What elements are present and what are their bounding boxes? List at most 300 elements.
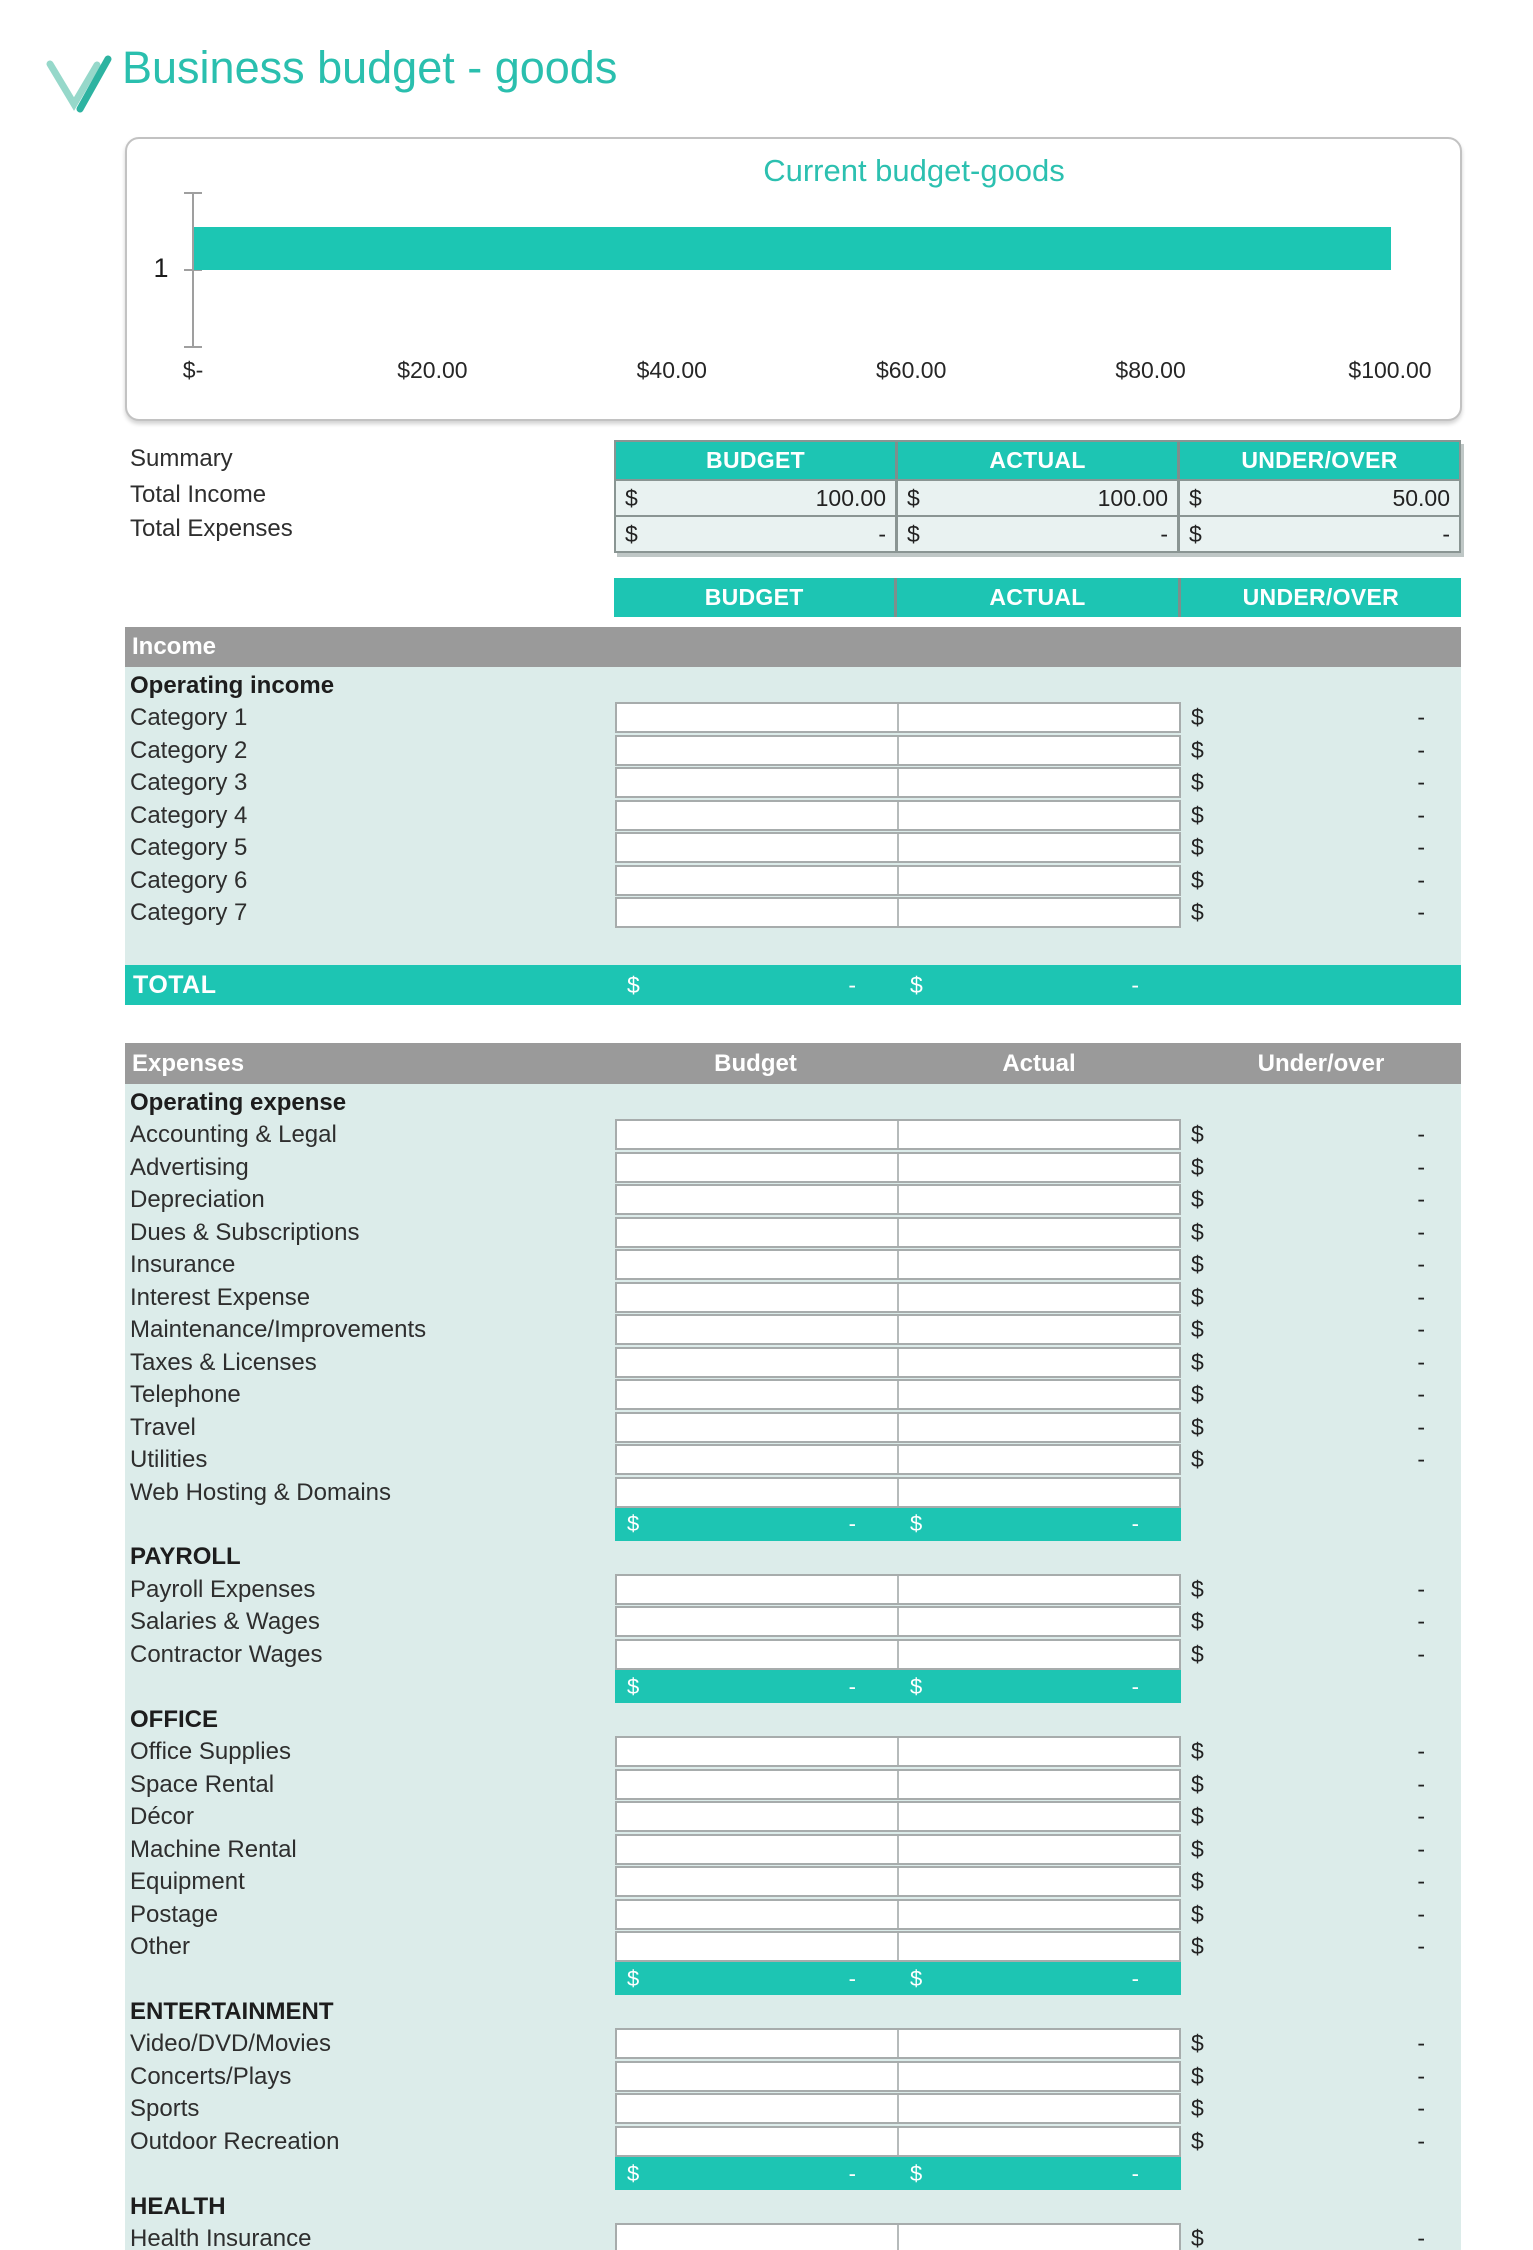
under-over-value[interactable]: - <box>1417 1186 1425 1213</box>
summary-value-cell[interactable] <box>1177 481 1459 515</box>
expense-row <box>125 2060 1461 2093</box>
actual-input-cell[interactable] <box>897 1251 1179 1278</box>
subtotal-row <box>125 1670 1461 1703</box>
budget-input-cell[interactable] <box>617 802 897 829</box>
subtotal-cell[interactable] <box>615 1508 898 1541</box>
summary-value-cell[interactable] <box>616 481 895 515</box>
budget-input-cell[interactable] <box>617 1284 897 1311</box>
income-category-input-box <box>615 865 1181 896</box>
under-over-currency: $ <box>1191 1446 1204 1473</box>
under-over-value[interactable]: - <box>1417 2127 1425 2154</box>
subtotal-cell[interactable] <box>615 2157 898 2190</box>
expense-row <box>125 1216 1461 1249</box>
expense-input-box <box>615 1801 1181 1832</box>
summary-value-cell[interactable] <box>895 517 1177 551</box>
actual-input-cell[interactable] <box>897 1836 1179 1863</box>
actual-input-cell[interactable] <box>897 1186 1179 1213</box>
expenses-col-budget: Budget <box>714 1050 797 1077</box>
currency-symbol: $ <box>1189 520 1202 547</box>
expense-row <box>125 1573 1461 1606</box>
under-over-currency: $ <box>1191 1413 1204 1440</box>
actual-input-cell[interactable] <box>897 1479 1179 1506</box>
under-over-currency: $ <box>1191 769 1204 796</box>
income-column-header: ACTUAL <box>894 578 1177 617</box>
income-category-label: Category 2 <box>130 736 248 764</box>
under-over-value[interactable]: - <box>1417 2225 1425 2250</box>
under-over-currency: $ <box>1191 2030 1204 2057</box>
budget-input-cell[interactable] <box>617 867 897 894</box>
summary-value: - <box>1160 520 1168 547</box>
expense-row <box>125 1248 1461 1281</box>
actual-input-cell[interactable] <box>897 1933 1179 1960</box>
chart-x-tick-label: $40.00 <box>636 357 707 383</box>
budget-input-cell[interactable] <box>617 2095 897 2122</box>
currency-symbol: $ <box>625 484 638 511</box>
chart-x-axis <box>127 357 1460 391</box>
expense-row <box>125 2125 1461 2158</box>
expense-row <box>125 1833 1461 1866</box>
expense-input-box <box>615 1412 1181 1443</box>
under-over-currency: $ <box>1191 1186 1204 1213</box>
income-band-label: Income <box>132 633 217 660</box>
income-category-input-box <box>615 702 1181 733</box>
under-over-value[interactable]: - <box>1417 1251 1425 1278</box>
subtotal-value: - <box>1131 1965 1139 1991</box>
subtotal-cell[interactable] <box>615 1670 898 1703</box>
actual-input-cell[interactable] <box>897 2063 1179 2090</box>
under-over-currency: $ <box>1191 2127 1204 2154</box>
budget-input-cell[interactable] <box>617 1186 897 1213</box>
expense-label: Web Hosting & Domains <box>130 1478 391 1506</box>
subtotal-cell[interactable] <box>615 1962 898 1995</box>
actual-input-cell[interactable] <box>897 1381 1179 1408</box>
under-over-currency: $ <box>1191 2095 1204 2122</box>
under-over-currency: $ <box>1191 1381 1204 1408</box>
income-category-input-box <box>615 767 1181 798</box>
budget-input-cell[interactable] <box>617 899 897 926</box>
expense-label: Advertising <box>130 1153 249 1181</box>
under-over-value[interactable]: - <box>1417 1283 1425 1310</box>
expense-input-box <box>615 1477 1181 1508</box>
income-total-row <box>125 965 1461 1005</box>
income-section-band <box>125 627 1461 667</box>
expense-row <box>125 2027 1461 2060</box>
expense-input-box <box>615 1639 1181 1670</box>
actual-input-cell[interactable] <box>897 1349 1179 1376</box>
expense-group-heading: PAYROLL <box>130 1543 241 1571</box>
summary-value-cell[interactable] <box>895 481 1177 515</box>
currency-symbol: $ <box>910 1673 923 1699</box>
under-over-currency: $ <box>1191 704 1204 731</box>
under-over-value[interactable]: - <box>1417 736 1425 763</box>
expense-input-box <box>615 1282 1181 1313</box>
summary-value: 50.00 <box>1392 484 1450 511</box>
income-category-row <box>125 701 1461 734</box>
expenses-section-band <box>125 1043 1461 1084</box>
actual-input-cell[interactable] <box>897 1771 1179 1798</box>
expense-input-box <box>615 1119 1181 1150</box>
expense-label: Salaries & Wages <box>130 1608 320 1636</box>
chart-x-tick-label: $- <box>182 357 204 383</box>
actual-input-cell[interactable] <box>897 2095 1179 2122</box>
income-category-label: Category 3 <box>130 769 248 797</box>
under-over-currency: $ <box>1191 1575 1204 1602</box>
income-category-row <box>125 864 1461 897</box>
under-over-value[interactable]: - <box>1417 1381 1425 1408</box>
budget-input-cell[interactable] <box>617 1349 897 1376</box>
currency-symbol: $ <box>627 1511 640 1537</box>
summary-label: Summary <box>130 445 233 472</box>
expense-group-heading: ENTERTAINMENT <box>130 1997 334 2025</box>
income-category-row <box>125 766 1461 799</box>
expense-group-heading-row <box>125 1540 1461 1573</box>
summary-row <box>616 479 1459 515</box>
budget-input-cell[interactable] <box>617 1738 897 1765</box>
summary-column-header: UNDER/OVER <box>1177 442 1459 479</box>
expenses-band-label: Expenses <box>132 1050 245 1077</box>
under-over-currency: $ <box>1191 1770 1204 1797</box>
budget-chart-card <box>125 137 1462 421</box>
under-over-value[interactable]: - <box>1417 801 1425 828</box>
expense-row <box>125 1768 1461 1801</box>
page-title: Business budget - goods <box>122 42 618 93</box>
actual-input-cell[interactable] <box>897 802 1179 829</box>
summary-row <box>616 515 1459 551</box>
currency-symbol: $ <box>907 484 920 511</box>
budget-input-cell[interactable] <box>617 2225 897 2250</box>
income-total-cell[interactable] <box>898 965 1181 1005</box>
under-over-value[interactable]: - <box>1417 1932 1425 1959</box>
expense-input-box <box>615 1444 1181 1475</box>
expense-label: Décor <box>130 1803 195 1831</box>
expense-input-box <box>615 1314 1181 1345</box>
expense-row <box>125 1476 1461 1509</box>
under-over-value[interactable]: - <box>1417 1575 1425 1602</box>
subtotal-value: - <box>848 2160 856 2186</box>
subtotal-value: - <box>1131 1673 1139 1699</box>
under-over-value[interactable]: - <box>1417 1218 1425 1245</box>
under-over-currency: $ <box>1191 1218 1204 1245</box>
actual-input-cell[interactable] <box>897 1154 1179 1181</box>
under-over-currency: $ <box>1191 1738 1204 1765</box>
expense-label: Office Supplies <box>130 1738 291 1766</box>
expense-row <box>125 1346 1461 1379</box>
budget-input-cell[interactable] <box>617 1868 897 1895</box>
expense-label: Payroll Expenses <box>130 1575 316 1603</box>
expense-label: Postage <box>130 1900 219 1928</box>
under-over-value[interactable]: - <box>1417 1868 1425 1895</box>
expense-label: Maintenance/Improvements <box>130 1316 427 1344</box>
expense-input-box <box>615 1736 1181 1767</box>
summary-value-cell[interactable] <box>1177 517 1459 551</box>
under-over-value[interactable]: - <box>1417 1770 1425 1797</box>
under-over-currency: $ <box>1191 2225 1204 2250</box>
expense-row <box>125 1378 1461 1411</box>
income-heading: Operating income <box>130 672 335 699</box>
summary-value: 100.00 <box>815 484 886 511</box>
summary-body <box>616 479 1459 551</box>
budget-input-cell[interactable] <box>617 1901 897 1928</box>
actual-input-cell[interactable] <box>897 1901 1179 1928</box>
under-over-value[interactable]: - <box>1417 1446 1425 1473</box>
expense-label: Machine Rental <box>130 1835 297 1863</box>
chart-title: Current budget-goods <box>763 153 1065 188</box>
expense-input-box <box>615 1606 1181 1637</box>
under-over-value[interactable]: - <box>1417 2030 1425 2057</box>
income-column-header: UNDER/OVER <box>1178 578 1461 617</box>
actual-input-cell[interactable] <box>897 1641 1179 1668</box>
budget-input-cell[interactable] <box>617 769 897 796</box>
total-value: - <box>848 971 856 998</box>
subtotal-cell[interactable] <box>898 1962 1181 1995</box>
under-over-value[interactable]: - <box>1417 1900 1425 1927</box>
summary-value: 100.00 <box>1097 484 1168 511</box>
under-over-value[interactable]: - <box>1417 1803 1425 1830</box>
budget-input-cell[interactable] <box>617 737 897 764</box>
subtotal-value: - <box>1131 2160 1139 2186</box>
budget-input-cell[interactable] <box>617 2030 897 2057</box>
budget-input-cell[interactable] <box>617 2128 897 2155</box>
expense-label: Telephone <box>130 1381 241 1409</box>
subtotal-cell[interactable] <box>898 2157 1181 2190</box>
expense-group-heading: HEALTH <box>130 2192 226 2220</box>
under-over-value[interactable]: - <box>1417 1640 1425 1667</box>
actual-input-cell[interactable] <box>897 1803 1179 1830</box>
actual-input-cell[interactable] <box>897 1738 1179 1765</box>
subtotal-row <box>125 1508 1461 1541</box>
under-over-currency: $ <box>1191 1900 1204 1927</box>
subtotal-bar <box>615 2157 1181 2190</box>
actual-input-cell[interactable] <box>897 1414 1179 1441</box>
expense-input-box <box>615 1379 1181 1410</box>
expense-label: Insurance <box>130 1251 236 1279</box>
expense-input-box <box>615 1931 1181 1962</box>
income-column-header: BUDGET <box>704 584 804 610</box>
actual-input-cell[interactable] <box>897 867 1179 894</box>
currency-symbol: $ <box>910 1965 923 1991</box>
under-over-currency: $ <box>1191 834 1204 861</box>
actual-input-cell[interactable] <box>897 1121 1179 1148</box>
under-over-value[interactable]: - <box>1417 704 1425 731</box>
actual-input-cell[interactable] <box>897 769 1179 796</box>
actual-input-cell[interactable] <box>897 834 1179 861</box>
expense-label: Utilities <box>130 1446 208 1474</box>
summary-value: - <box>1442 520 1450 547</box>
actual-input-cell[interactable] <box>897 2128 1179 2155</box>
expense-row <box>125 1930 1461 1963</box>
chart-bar <box>194 227 1391 270</box>
summary-value: - <box>878 520 886 547</box>
currency-symbol: $ <box>625 520 638 547</box>
under-over-currency: $ <box>1191 1251 1204 1278</box>
budget-input-cell[interactable] <box>617 834 897 861</box>
expense-row <box>125 1638 1461 1671</box>
summary-row-label: Total Expenses <box>130 515 293 542</box>
income-category-label: Category 6 <box>130 866 248 894</box>
actual-input-cell[interactable] <box>897 1446 1179 1473</box>
expense-row <box>125 1281 1461 1314</box>
budget-input-cell[interactable] <box>617 1316 897 1343</box>
expense-label: Equipment <box>130 1868 245 1896</box>
under-over-currency: $ <box>1191 1153 1204 1180</box>
budget-input-cell[interactable] <box>617 1641 897 1668</box>
under-over-value[interactable]: - <box>1417 834 1425 861</box>
budget-input-cell[interactable] <box>617 1446 897 1473</box>
actual-input-cell[interactable] <box>897 737 1179 764</box>
currency-symbol: $ <box>627 971 640 998</box>
expense-row <box>125 1800 1461 1833</box>
income-total-cell[interactable] <box>615 965 898 1005</box>
budget-input-cell[interactable] <box>617 1608 897 1635</box>
expense-label: Taxes & Licenses <box>130 1348 317 1376</box>
under-over-value[interactable]: - <box>1417 1153 1425 1180</box>
expense-input-box <box>615 2093 1181 2124</box>
budget-input-cell[interactable] <box>617 1771 897 1798</box>
income-column-header-row <box>614 578 1461 617</box>
chart-y-axis <box>177 187 213 353</box>
expense-input-box <box>615 1574 1181 1605</box>
currency-symbol: $ <box>910 2160 923 2186</box>
expense-input-box <box>615 1866 1181 1897</box>
summary-value-cell[interactable] <box>616 517 895 551</box>
actual-input-cell[interactable] <box>897 2225 1179 2250</box>
expense-input-box <box>615 1899 1181 1930</box>
budget-input-cell[interactable] <box>617 1251 897 1278</box>
expense-label: Health Insurance <box>130 2225 312 2250</box>
expense-input-box <box>615 1834 1181 1865</box>
expense-row <box>125 1865 1461 1898</box>
currency-symbol: $ <box>1189 484 1202 511</box>
budget-input-cell[interactable] <box>617 1219 897 1246</box>
expense-group-heading: OFFICE <box>130 1705 218 1733</box>
income-category-label: Category 5 <box>130 834 248 862</box>
under-over-value[interactable]: - <box>1417 1835 1425 1862</box>
expense-row <box>125 1151 1461 1184</box>
under-over-value[interactable]: - <box>1417 769 1425 796</box>
expense-row <box>125 2092 1461 2125</box>
income-category-label: Category 7 <box>130 899 248 927</box>
actual-input-cell[interactable] <box>897 2030 1179 2057</box>
expense-row <box>125 2222 1461 2250</box>
under-over-currency: $ <box>1191 866 1204 893</box>
expense-row <box>125 1313 1461 1346</box>
under-over-currency: $ <box>1191 736 1204 763</box>
under-over-currency: $ <box>1191 1868 1204 1895</box>
budget-input-cell[interactable] <box>617 704 897 731</box>
actual-input-cell[interactable] <box>897 1316 1179 1343</box>
budget-input-cell[interactable] <box>617 1479 897 1506</box>
expense-group-heading-row <box>125 1703 1461 1736</box>
subtotal-value: - <box>848 1965 856 1991</box>
under-over-value[interactable]: - <box>1417 1348 1425 1375</box>
currency-symbol: $ <box>627 1673 640 1699</box>
currency-symbol: $ <box>910 971 923 998</box>
currency-symbol: $ <box>627 1965 640 1991</box>
expense-input-box <box>615 2028 1181 2059</box>
actual-input-cell[interactable] <box>897 1576 1179 1603</box>
expense-label: Concerts/Plays <box>130 2062 292 2090</box>
under-over-currency: $ <box>1191 1932 1204 1959</box>
under-over-currency: $ <box>1191 1803 1204 1830</box>
expense-input-box <box>615 2061 1181 2092</box>
currency-symbol: $ <box>910 1511 923 1537</box>
expense-label: Space Rental <box>130 1770 275 1798</box>
currency-symbol: $ <box>907 520 920 547</box>
under-over-currency: $ <box>1191 1835 1204 1862</box>
actual-input-cell[interactable] <box>897 1868 1179 1895</box>
summary-row-label: Total Income <box>130 481 267 508</box>
budget-input-cell[interactable] <box>617 1121 897 1148</box>
chart-x-tick-label: $20.00 <box>397 357 468 383</box>
actual-input-cell[interactable] <box>897 1219 1179 1246</box>
income-category-label: Category 4 <box>130 801 248 829</box>
under-over-value[interactable]: - <box>1417 1608 1425 1635</box>
sheet-header <box>0 0 1533 130</box>
expense-label: Sports <box>130 2095 200 2123</box>
under-over-value[interactable]: - <box>1417 1413 1425 1440</box>
under-over-value[interactable]: - <box>1417 1738 1425 1765</box>
budget-input-cell[interactable] <box>617 1933 897 1960</box>
income-category-row <box>125 734 1461 767</box>
under-over-value[interactable]: - <box>1417 899 1425 926</box>
under-over-value[interactable]: - <box>1417 2062 1425 2089</box>
summary-column-header: BUDGET <box>706 447 805 473</box>
under-over-value[interactable]: - <box>1417 1121 1425 1148</box>
subtotal-bar <box>615 1962 1181 1995</box>
under-over-currency: $ <box>1191 1348 1204 1375</box>
income-category-row <box>125 896 1461 929</box>
actual-input-cell[interactable] <box>897 1608 1179 1635</box>
subtotal-value: - <box>1131 1511 1139 1537</box>
expense-row <box>125 1183 1461 1216</box>
summary-header-row <box>616 442 1459 479</box>
actual-input-cell[interactable] <box>897 704 1179 731</box>
expense-input-box <box>615 2126 1181 2157</box>
subtotal-cell[interactable] <box>898 1508 1181 1541</box>
expense-group-heading-row <box>125 1995 1461 2028</box>
expense-label: Dues & Subscriptions <box>130 1218 360 1246</box>
under-over-currency: $ <box>1191 1608 1204 1635</box>
expense-input-box <box>615 1217 1181 1248</box>
under-over-currency: $ <box>1191 1283 1204 1310</box>
budget-input-cell[interactable] <box>617 1803 897 1830</box>
expense-row <box>125 1605 1461 1638</box>
budget-input-cell[interactable] <box>617 1576 897 1603</box>
expense-input-box <box>615 2223 1181 2250</box>
currency-symbol: $ <box>627 2160 640 2186</box>
subtotal-cell[interactable] <box>898 1670 1181 1703</box>
summary-table <box>614 440 1461 553</box>
under-over-value[interactable]: - <box>1417 866 1425 893</box>
budget-input-cell[interactable] <box>617 1381 897 1408</box>
expense-label: Travel <box>130 1413 196 1441</box>
budget-input-cell[interactable] <box>617 1154 897 1181</box>
expenses-col-actual: Actual <box>1002 1050 1076 1077</box>
budget-input-cell[interactable] <box>617 2063 897 2090</box>
expense-row <box>125 1898 1461 1931</box>
budget-input-cell[interactable] <box>617 1414 897 1441</box>
subtotal-value: - <box>848 1673 856 1699</box>
under-over-currency: $ <box>1191 1121 1204 1148</box>
actual-input-cell[interactable] <box>897 1284 1179 1311</box>
income-category-input-box <box>615 897 1181 928</box>
actual-input-cell[interactable] <box>897 899 1179 926</box>
under-over-value[interactable]: - <box>1417 2095 1425 2122</box>
budget-input-cell[interactable] <box>617 1836 897 1863</box>
expense-label: Interest Expense <box>130 1283 311 1311</box>
under-over-currency: $ <box>1191 801 1204 828</box>
under-over-value[interactable]: - <box>1417 1316 1425 1343</box>
